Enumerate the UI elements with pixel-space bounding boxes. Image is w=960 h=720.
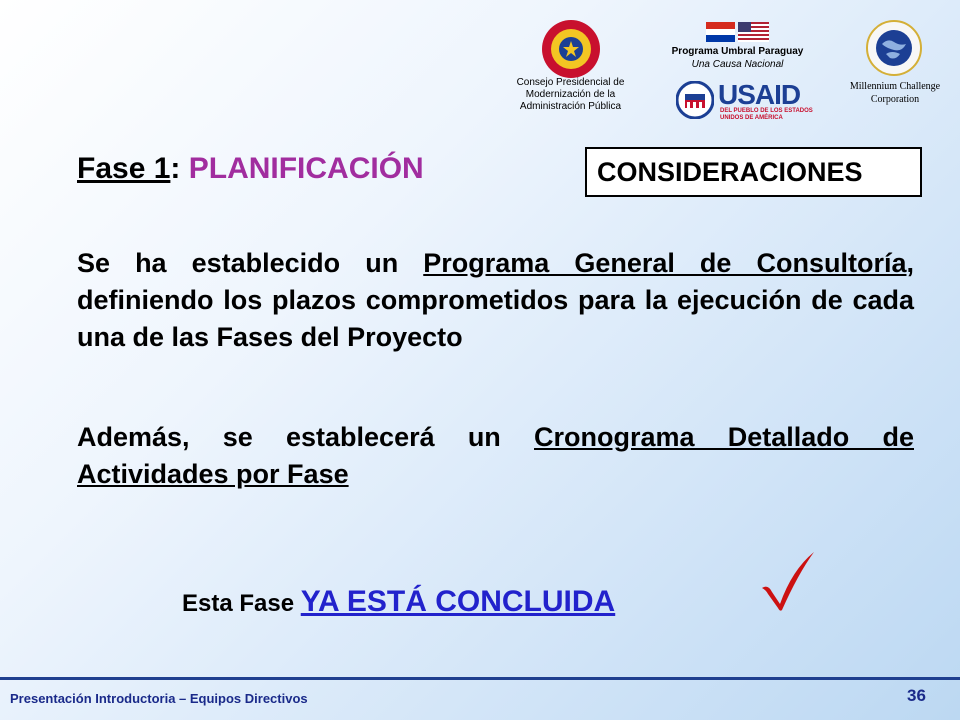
paraguay-seal-logo xyxy=(541,19,601,79)
mcc-text: Millennium Challenge Corporation xyxy=(849,81,941,105)
phase-heading xyxy=(77,152,424,186)
consejo-text: Consejo Presidencial de Modernización de la Administración Pública xyxy=(516,77,625,112)
paragraph-program-pre: Se ha establecido un xyxy=(77,248,424,278)
phase-number: Fase 1 xyxy=(77,152,171,185)
considerations-box xyxy=(585,147,922,197)
paragraph-schedule-pre: Además, se establecerá un xyxy=(77,422,535,452)
phase-status-concluded: YA ESTÁ CONCLUIDA xyxy=(300,585,616,618)
phase-status-line xyxy=(182,585,615,619)
page-number: 36 xyxy=(907,686,926,705)
phase-name: PLANIFICACIÓN xyxy=(188,152,424,185)
footer-text: Presentación Introductoria – Equipos Directivos xyxy=(10,691,308,706)
phase-separator: : xyxy=(170,152,189,185)
considerations-label: CONSIDERACIONES xyxy=(597,157,863,187)
programa-general-link: Programa General de Consultoría xyxy=(423,248,907,278)
footer-divider xyxy=(0,677,960,680)
phase-status-prefix: Esta Fase xyxy=(182,590,301,617)
checkmark-icon xyxy=(758,548,818,614)
mcc-globe-logo xyxy=(866,20,922,76)
paraguay-flag-icon xyxy=(706,22,735,42)
programa-title: Programa Umbral Paraguay xyxy=(671,46,804,57)
usaid-wordmark: USAID xyxy=(718,79,801,110)
programa-subtitle: Una Causa Nacional xyxy=(691,59,784,70)
usaid-tagline: DEL PUEBLO DE LOS ESTADOS UNIDOS DE AMÉRICA xyxy=(720,108,813,121)
paragraph-program xyxy=(77,245,914,356)
paragraph-schedule xyxy=(77,419,914,493)
cronograma-link: Cronograma Detallado de Actividades por Fase xyxy=(77,422,914,489)
usa-flag-icon xyxy=(738,22,769,42)
usaid-seal-icon xyxy=(676,81,714,119)
paragraph-program-post: , definiendo los plazos comprometidos para la ejecución de cada una de las Fases del Proyecto xyxy=(77,248,915,352)
